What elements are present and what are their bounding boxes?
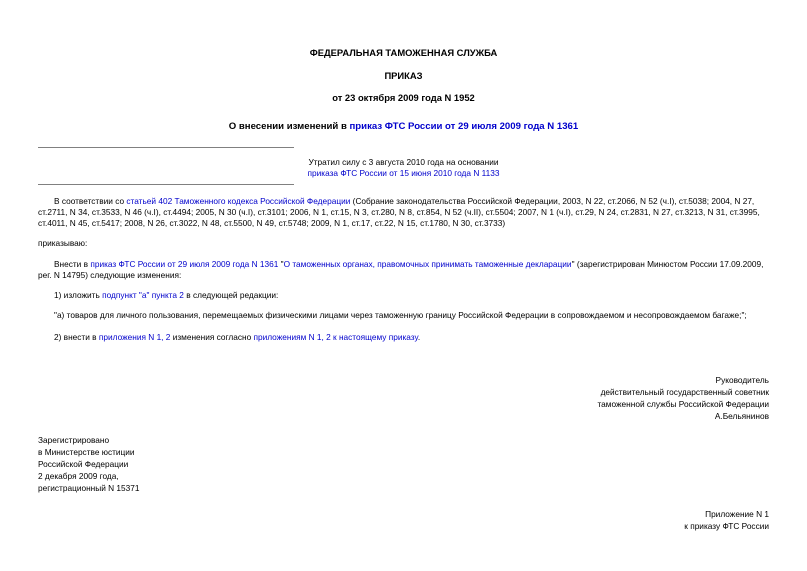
registration-block bbox=[38, 434, 140, 494]
bottom-divider bbox=[38, 184, 294, 185]
appendix-header bbox=[684, 508, 769, 532]
preamble-paragraph bbox=[38, 196, 770, 230]
main-clause-mid: " bbox=[278, 259, 284, 269]
status-note-link[interactable]: приказа ФТС России от 15 июня 2010 года N 1133 bbox=[307, 168, 500, 179]
registration-line-2: в Министерстве юстиции bbox=[38, 447, 135, 458]
order-title-link[interactable]: О таможенных органах, правомочных принимать таможенные декларации bbox=[283, 259, 572, 269]
preamble-rest: (Собрание законодательства Российской Федерации, 2003, N 22, ст.2066, N 52 (ч.I), ст.5038; 2004, N 27, ст.2711, N 34, ст.3533, N 46 (ч.I), ст.4494; 2005, N 30 (ч.I), ст.3101; 2006, N 1, ст.15, N 3, ст.280, N 8, ст.854, N 52 (ч.II), ст.5504; 2007, N 1 (ч.I), ст.29, N 24, ст.2831, N 27, ст.3213, N 31, ст.3995, ст.4011, N 45, ст.5417; 2008, N 26, ст.3022, N 48, ст.5500, N 49, ст.5748; 2009, N 1, ст.17, ст.22, N 15, ст.1780, N 30, ст.3733) bbox=[38, 196, 760, 229]
signature-title: Руководитель bbox=[715, 375, 769, 385]
registration-line-4: 2 декабря 2009 года, bbox=[38, 471, 119, 482]
customs-code-article-link[interactable]: статьей 402 Таможенного кодекса Российской Федерации bbox=[126, 196, 351, 206]
item-1-prefix: 1) изложить bbox=[54, 290, 103, 300]
subparagraph-link[interactable]: подпункт "а" пункта 2 bbox=[102, 290, 184, 300]
preamble-prefix: В соответствии со bbox=[54, 196, 127, 206]
appendix-reference: к приказу ФТС России bbox=[684, 521, 769, 532]
main-clause-prefix: Внести в bbox=[54, 259, 91, 269]
order-appendices-link[interactable]: приложениям N 1, 2 к настоящему приказу bbox=[253, 332, 418, 342]
item-1-rest: в следующей редакции: bbox=[183, 290, 279, 300]
registration-line-3: Российской Федерации bbox=[38, 459, 129, 470]
top-divider bbox=[38, 147, 294, 148]
doc-type-heading: ПРИКАЗ bbox=[384, 70, 423, 81]
item-1 bbox=[38, 290, 770, 301]
title-prefix: О внесении изменений в bbox=[228, 121, 350, 132]
registration-line-1: Зарегистрировано bbox=[38, 435, 110, 445]
item-2-mid: изменения согласно bbox=[170, 332, 254, 342]
signature-service: таможенной службы Российской Федерации bbox=[597, 399, 769, 410]
main-clause-rest: " (зарегистрирован Минюстом России 17.09.2009, рег. N 14795) следующие изменения: bbox=[38, 259, 764, 281]
item-2-rest: . bbox=[417, 332, 421, 342]
main-clause bbox=[38, 259, 770, 281]
date-number-heading: от 23 октября 2009 года N 1952 bbox=[332, 92, 475, 103]
document-title bbox=[0, 121, 807, 134]
appendix-number: Приложение N 1 bbox=[705, 509, 769, 519]
item-1-quote: "а) товаров для личного пользования, перемещаемых физическими лицами через таможенную границу Российской Федерации в сопровождаемом и несопровождаемом багаже;"; bbox=[54, 310, 747, 320]
appendices-link[interactable]: приложения N 1, 2 bbox=[98, 332, 171, 342]
item-2-prefix: 2) внести в bbox=[54, 332, 99, 342]
signature-block bbox=[597, 374, 769, 422]
title-order-link[interactable]: приказ ФТС России от 29 июля 2009 года N 1361 bbox=[349, 121, 579, 132]
status-note bbox=[0, 157, 807, 179]
amended-order-link[interactable]: приказ ФТС России от 29 июля 2009 года N 1361 bbox=[90, 259, 279, 269]
registration-line-5: регистрационный N 15371 bbox=[38, 483, 140, 494]
item-2 bbox=[38, 332, 770, 343]
order-word: приказываю: bbox=[38, 238, 88, 248]
signature-rank: действительный государственный советник bbox=[600, 387, 769, 398]
agency-heading: ФЕДЕРАЛЬНАЯ ТАМОЖЕННАЯ СЛУЖБА bbox=[309, 47, 498, 58]
signature-name: А.Бельянинов bbox=[714, 411, 769, 422]
status-note-text: Утратил силу с 3 августа 2010 года на основании bbox=[308, 157, 499, 167]
